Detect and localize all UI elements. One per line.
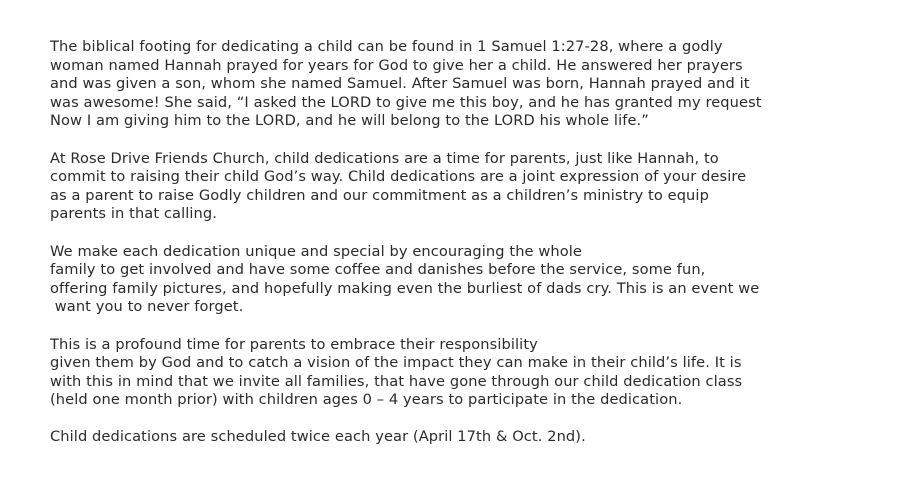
article-body xyxy=(50,38,870,466)
paragraph-biblical-footing xyxy=(50,38,870,131)
paragraph-church-dedications xyxy=(50,150,870,224)
paragraph-line: We make each dedication unique and special by encouraging the whole xyxy=(50,242,583,260)
paragraph-line: woman named Hannah prayed for years for God to give her a child. He answered her prayers xyxy=(50,56,743,74)
paragraph-line: offering family pictures, and hopefully making even the burliest of dads cry. This is an event we xyxy=(50,279,760,297)
paragraph-line: Child dedications are scheduled twice each year (April 17th & Oct. 2nd). xyxy=(50,428,586,446)
paragraph-line: was awesome! She said, “I asked the LORD to give me this boy, and he has granted my request xyxy=(50,93,762,111)
paragraph-unique-dedication xyxy=(50,243,870,317)
paragraph-line: This is a profound time for parents to embrace their responsibility xyxy=(50,335,538,353)
paragraph-line: with this in mind that we invite all families, that have gone through our child dedication class xyxy=(50,372,743,390)
paragraph-line: want you to never forget. xyxy=(50,298,244,316)
paragraph-profound-time xyxy=(50,336,870,410)
paragraph-line: The biblical footing for dedicating a child can be found in 1 Samuel 1:27-28, where a godly xyxy=(50,38,723,55)
paragraph-line: At Rose Drive Friends Church, child dedications are a time for parents, just like Hannah, to xyxy=(50,149,719,167)
paragraph-line: given them by God and to catch a vision of the impact they can make in their child’s life. It is xyxy=(50,354,742,372)
paragraph-line: (held one month prior) with children ages 0 – 4 years to participate in the dedication. xyxy=(50,391,683,409)
paragraph-line: and was given a son, whom she named Samuel. After Samuel was born, Hannah prayed and it xyxy=(50,75,750,93)
paragraph-line: parents in that calling. xyxy=(50,205,217,223)
paragraph-line: family to get involved and have some coffee and danishes before the service, some fun, xyxy=(50,261,706,279)
paragraph-schedule xyxy=(50,428,870,447)
paragraph-line: Now I am giving him to the LORD, and he will belong to the LORD his whole life.” xyxy=(50,112,649,130)
paragraph-line: as a parent to raise Godly children and our commitment as a children’s ministry to equip xyxy=(50,186,709,204)
paragraph-line: commit to raising their child God’s way. Child dedications are a joint expression of your desire xyxy=(50,168,747,186)
